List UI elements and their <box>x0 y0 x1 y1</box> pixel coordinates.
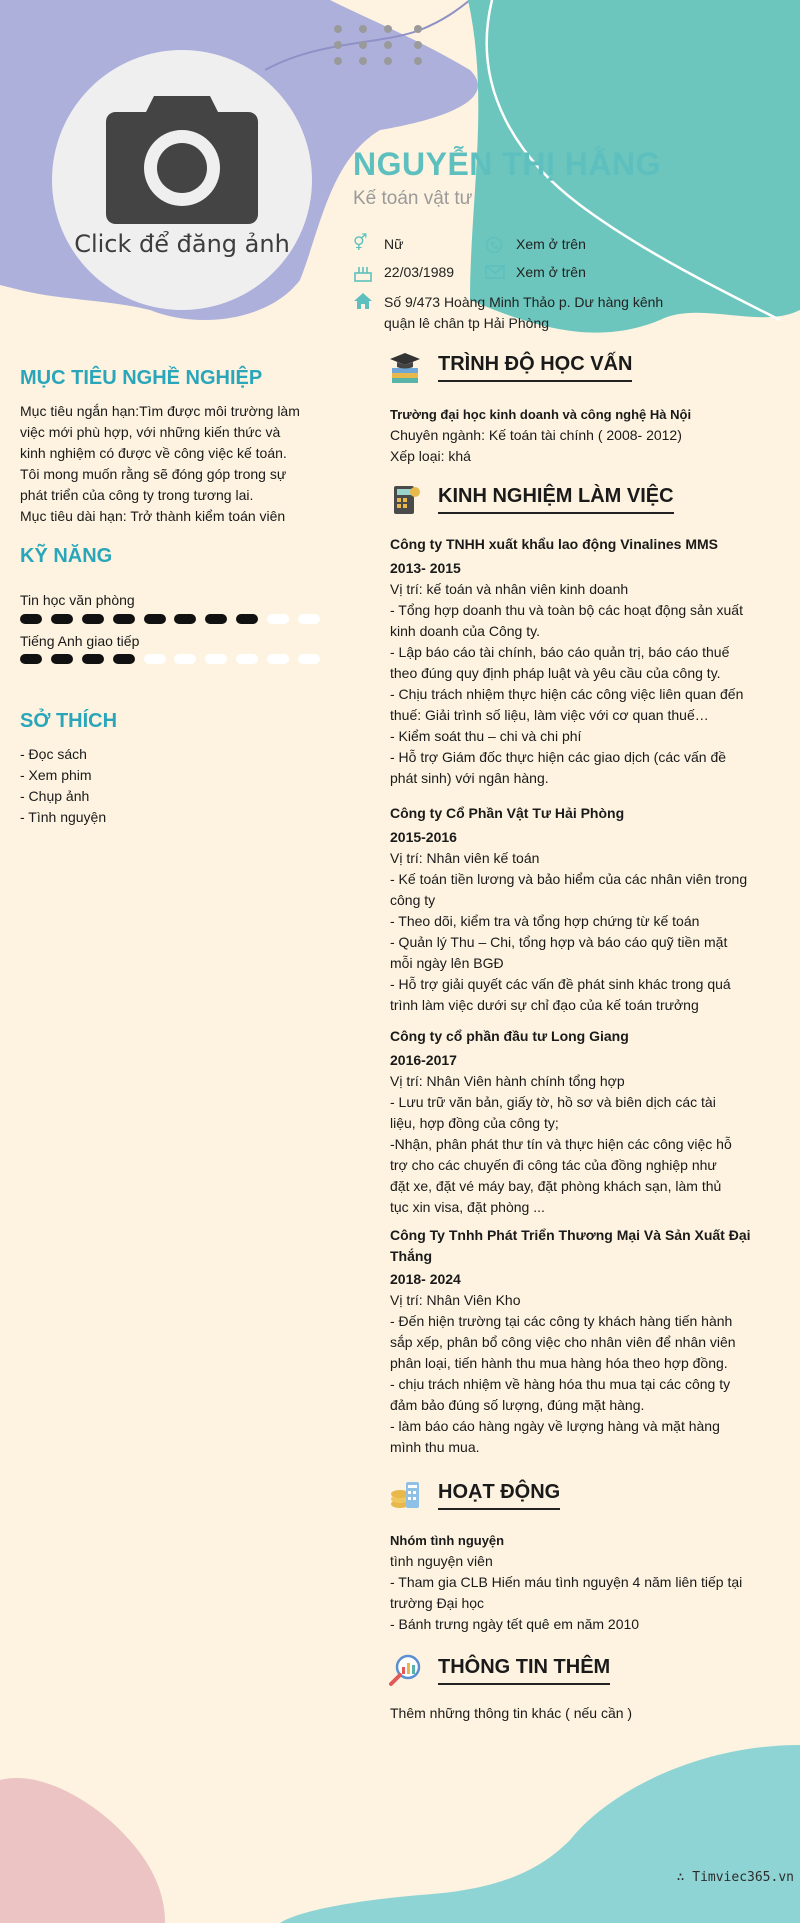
education-title: TRÌNH ĐỘ HỌC VẤN <box>438 353 632 382</box>
skill-dash-filled <box>20 614 42 624</box>
job-line: kinh doanh của Công ty. <box>390 623 540 639</box>
job-line: - Đến hiện trường tại các công ty khách hàng tiến hành <box>390 1313 733 1329</box>
job-line: Vị trí: Nhân Viên hành chính tổng hợp <box>390 1073 625 1089</box>
skill-dash-empty <box>144 654 166 664</box>
phone-value: Xem ở trên <box>516 236 586 252</box>
home-icon <box>353 292 375 310</box>
job-company-cont: Thắng <box>390 1248 432 1264</box>
job-line: - làm báo cáo hàng ngày về lượng hàng và mặt hàng <box>390 1418 720 1434</box>
skill-dash-filled <box>205 614 227 624</box>
job-company: Công ty Cổ Phần Vật Tư Hải Phòng <box>390 805 625 821</box>
job-entry <box>390 534 770 789</box>
job-line: Vị trí: kế toán và nhân viên kinh doanh <box>390 581 629 597</box>
job-company: Công Ty Tnhh Phát Triển Thương Mại Và Sản Xuất Đại <box>390 1227 751 1243</box>
candidate-title: Kế toán vật tư <box>353 188 473 209</box>
activity-org: Nhóm tình nguyện <box>390 1533 505 1548</box>
hobby-item: - Xem phim <box>20 767 92 783</box>
job-period: 2016-2017 <box>390 1052 457 1068</box>
birthday-info <box>353 264 454 282</box>
coins-icon <box>388 1478 422 1512</box>
address-value <box>384 292 663 334</box>
email-info <box>485 264 586 282</box>
job-company: Công ty TNHH xuất khẩu lao động Vinalines MMS <box>390 536 718 552</box>
activity-line: tình nguyện viên <box>390 1553 493 1569</box>
job-line: - Kế toán tiền lương và bảo hiểm của các nhân viên trong <box>390 871 748 887</box>
skill-dash-empty <box>298 614 320 624</box>
skill-dash-filled <box>20 654 42 664</box>
job-line: - Theo dõi, kiểm tra và tổng hợp chứng từ kế toán <box>390 913 700 929</box>
objective-line: kinh nghiệm có được về công việc kế toán. <box>20 445 287 461</box>
skill-dash-empty <box>298 654 320 664</box>
job-line: liệu, hợp đồng của công ty; <box>390 1115 559 1131</box>
activity-line: trường Đại học <box>390 1595 485 1611</box>
major: Chuyên ngành: Kế toán tài chính ( 2008- 2012) <box>390 427 682 443</box>
job-line: -Nhận, phân phát thư tín và thực hiện các công việc hỗ <box>390 1136 732 1152</box>
birthday-value: 22/03/1989 <box>384 264 455 280</box>
skill-dash-empty <box>205 654 227 664</box>
objective-line: Tôi mong muốn rằng sẽ đóng góp trong sự <box>20 466 287 482</box>
job-line: - Lưu trữ văn bản, giấy tờ, hồ sơ và biên dịch các tài <box>390 1094 716 1110</box>
activity-line: - Tham gia CLB Hiến máu tình nguyện 4 năm liên tiếp tại <box>390 1574 743 1590</box>
education-entry <box>390 404 770 467</box>
objective-title: MỤC TIÊU NGHỀ NGHIỆP <box>20 367 263 389</box>
objective-line: Mục tiêu dài hạn: Trở thành kiểm toán viên <box>20 508 286 524</box>
job-line: thuế: Giải trình số liệu, làm việc với cơ quan thuế… <box>390 707 709 723</box>
skill-dash-empty <box>267 614 289 624</box>
candidate-name: NGUYỄN THỊ HẰNG <box>353 146 661 182</box>
job-line: theo đúng quy định pháp luật và yêu cầu của công ty. <box>390 665 721 681</box>
envelope-icon <box>485 264 507 282</box>
job-company: Công ty cổ phần đầu tư Long Giang <box>390 1028 629 1044</box>
activity-entry <box>390 1530 770 1635</box>
more-info-header <box>388 1653 610 1687</box>
objective-line: Mục tiêu ngắn hạn:Tìm được môi trường làm <box>20 403 300 419</box>
address-line-1: Số 9/473 Hoàng Minh Thảo p. Dư hàng kênh <box>384 294 664 310</box>
job-line: - Hỗ trợ Giám đốc thực hiện các giao dịch (các vấn đề <box>390 749 727 765</box>
activities-title: HOẠT ĐỘNG <box>438 1481 560 1510</box>
job-line: - Chịu trách nhiệm thực hiện các công việc liên quan đến <box>390 686 744 702</box>
skill-dash-filled <box>82 654 104 664</box>
job-line: trợ cho các chuyến đi công tác của đồng nghiệp như <box>390 1157 717 1173</box>
phone-info <box>485 236 586 254</box>
skill-dash-filled <box>144 614 166 624</box>
job-line: tục xin visa, đặt phòng ... <box>390 1199 545 1215</box>
skill-dash-filled <box>82 614 104 624</box>
calculator-icon <box>388 482 422 516</box>
job-line: - Hỗ trợ giải quyết các vấn đề phát sinh khác trong quá <box>390 976 731 992</box>
phone-icon <box>485 236 507 254</box>
photo-upload-label: Click để đăng ảnh <box>74 230 290 258</box>
job-line: - Lập báo cáo tài chính, báo cáo quản trị, báo cáo thuế <box>390 644 730 660</box>
job-line: trình làm việc dưới sự chỉ đạo của kế toán trưởng <box>390 997 699 1013</box>
skill-dash-empty <box>174 654 196 664</box>
school-name: Trường đại học kinh doanh và công nghệ Hà Nội <box>390 407 692 422</box>
address-line-2: quận lê chân tp Hải Phòng <box>384 315 550 331</box>
job-line: đặt xe, đặt vé máy bay, đặt phòng khách sạn, làm thủ <box>390 1178 722 1194</box>
job-line: Vị trí: Nhân viên kế toán <box>390 850 540 866</box>
job-line: mình thu mua. <box>390 1439 480 1455</box>
skill-name: Tin học văn phòng <box>20 592 135 608</box>
job-line: - chịu trách nhiệm về hàng hóa thu mua tại các công ty <box>390 1376 731 1392</box>
job-line: Vị trí: Nhân Viên Kho <box>390 1292 521 1308</box>
education-header <box>388 350 632 384</box>
activities-header <box>388 1478 560 1512</box>
job-period: 2018- 2024 <box>390 1271 461 1287</box>
address-info <box>353 292 693 334</box>
email-value: Xem ở trên <box>516 264 586 280</box>
photo-upload[interactable] <box>52 50 312 310</box>
objective-line: phát triển của công ty trong tương lai. <box>20 487 254 503</box>
hobby-item: - Chụp ảnh <box>20 788 90 804</box>
magnifier-chart-icon <box>388 1653 422 1687</box>
grade: Xếp loại: khá <box>390 448 471 464</box>
gender-icon: ⚥ <box>353 235 368 252</box>
job-entry <box>390 803 770 1016</box>
job-entry <box>390 1225 770 1458</box>
gender-info <box>353 236 403 254</box>
job-period: 2015-2016 <box>390 829 457 845</box>
graduation-cap-icon <box>388 350 422 384</box>
hobbies-title: SỞ THÍCH <box>20 710 118 732</box>
skill-name: Tiếng Anh giao tiếp <box>20 633 140 649</box>
more-info-title: THÔNG TIN THÊM <box>438 1656 610 1685</box>
experience-title: KINH NGHIỆM LÀM VIỆC <box>438 485 674 514</box>
job-line: phân loại, tiến hành thu mua hàng hóa theo hợp đồng. <box>390 1355 728 1371</box>
site-watermark: ∴ Timviec365.vn <box>676 1870 794 1885</box>
objective-line: việc mới phù hợp, với những kiến thức và <box>20 424 281 440</box>
skill-level-bar <box>20 654 320 664</box>
camera-icon <box>104 88 260 224</box>
objective-text <box>20 401 320 527</box>
job-entry <box>390 1026 770 1218</box>
skill-dash-filled <box>174 614 196 624</box>
skill-level-bar <box>20 614 320 624</box>
hobby-item: - Tình nguyện <box>20 809 107 825</box>
job-line: công ty <box>390 892 436 908</box>
skill-dash-filled <box>236 614 258 624</box>
job-line: - Kiểm soát thu – chi và chi phí <box>390 728 582 744</box>
job-line: phát sinh) với ngân hàng. <box>390 770 549 786</box>
skill-dash-filled <box>113 614 135 624</box>
skill-dash-empty <box>267 654 289 664</box>
experience-header <box>388 482 674 516</box>
cake-icon <box>353 264 375 282</box>
skill-dash-filled <box>113 654 135 664</box>
job-period: 2013- 2015 <box>390 560 461 576</box>
job-line: - Quản lý Thu – Chi, tổng hợp và báo cáo quỹ tiền mặt <box>390 934 728 950</box>
skills-title: KỸ NĂNG <box>20 545 113 567</box>
skill-dash-empty <box>236 654 258 664</box>
skill-dash-filled <box>51 654 73 664</box>
more-info-text: Thêm những thông tin khác ( nếu cần ) <box>390 1705 633 1721</box>
skill-dash-filled <box>51 614 73 624</box>
hobby-item: - Đọc sách <box>20 746 87 762</box>
activity-line: - Bánh trưng ngày tết quê em năm 2010 <box>390 1616 640 1632</box>
job-line: mỗi ngày lên BGĐ <box>390 955 504 971</box>
job-line: đảm bảo đúng số lượng, đúng mặt hàng. <box>390 1397 645 1413</box>
job-line: sắp xếp, phân bổ công việc cho nhân viên để nhân viên <box>390 1334 736 1350</box>
gender-value: Nữ <box>384 236 404 252</box>
job-line: - Tổng hợp doanh thu và toàn bộ các hoạt động sản xuất <box>390 602 743 618</box>
